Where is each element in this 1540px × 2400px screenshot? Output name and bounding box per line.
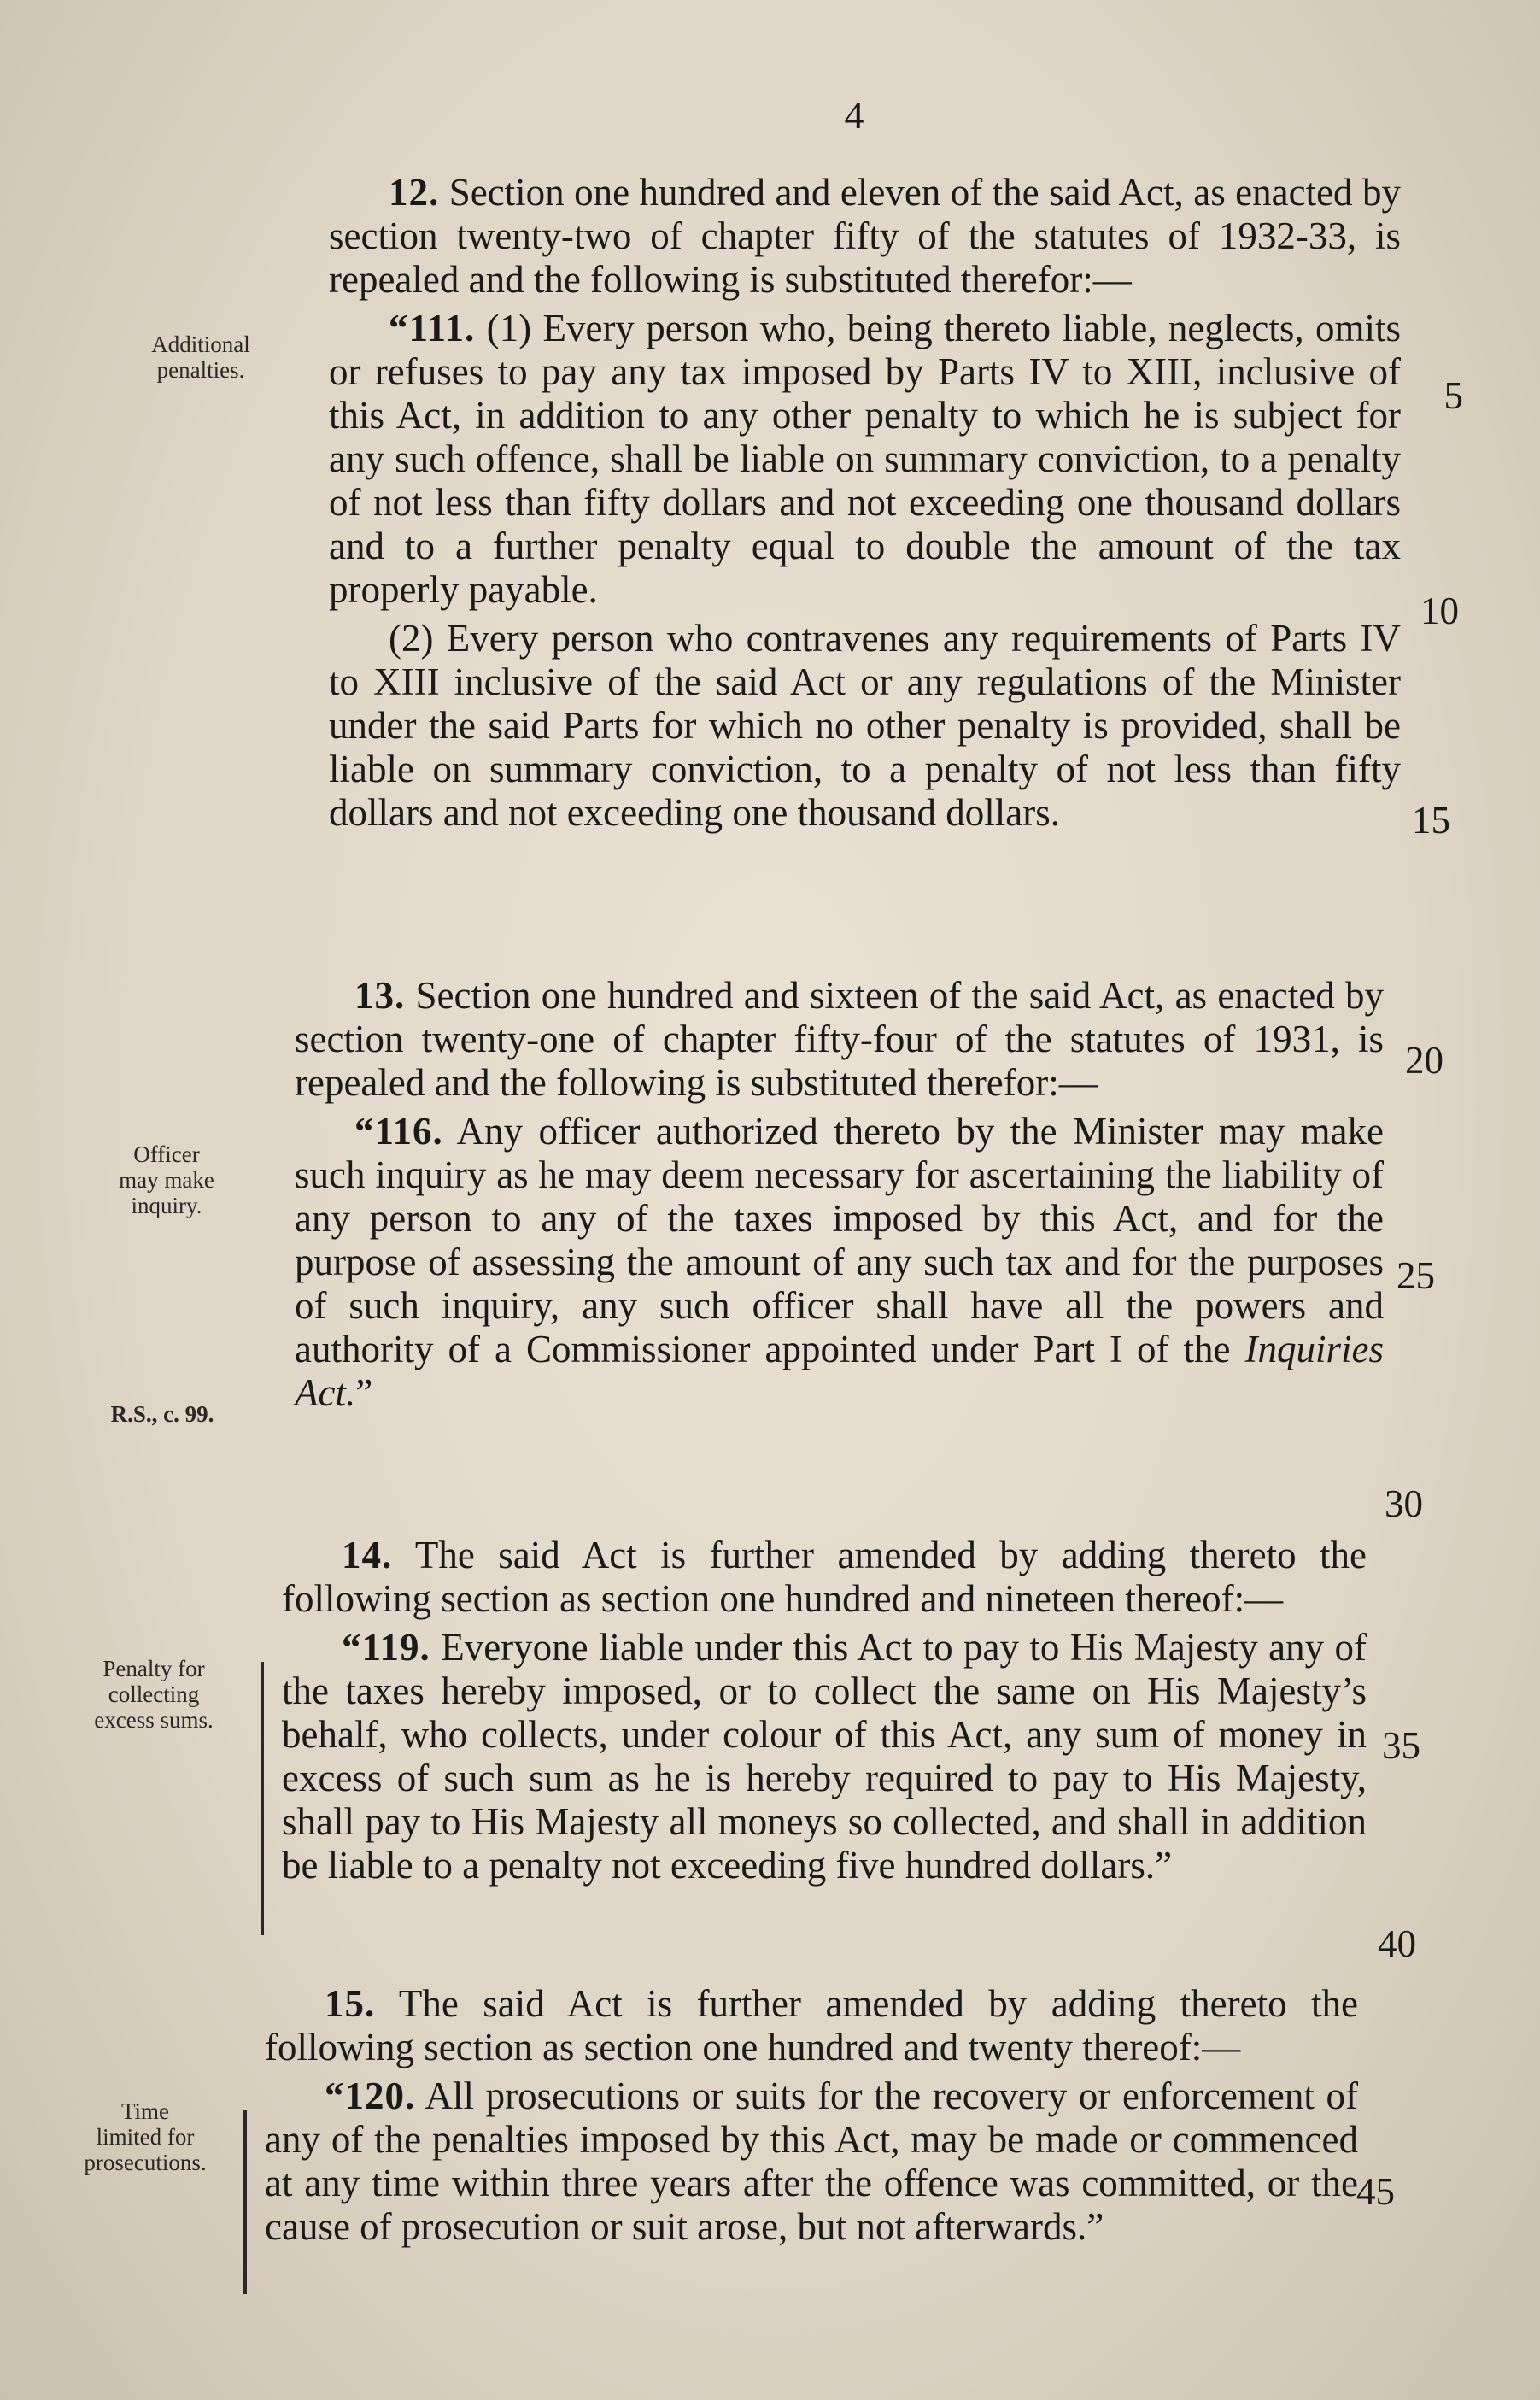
section-text: (1) Every person who, being thereto liable, neglects, omits or refuses to pay any tax imposed by Parts IV to XIII, inclusive of this Act, in addition to any other penalty to which he is subject for any such offence, shall be liable on summary conviction, to a penalty of not less than fifty dollars and not exceeding one thousand dollars and to a further penalty equal to double the amount of the tax properly payable. — [329, 307, 1401, 611]
section-120 — [265, 2074, 1358, 2249]
section-number: 15. — [325, 1982, 376, 2025]
closing-quote: ” — [355, 1371, 373, 1414]
section-number: “120. — [325, 2074, 416, 2117]
margin-note-time-limited — [51, 2098, 239, 2175]
section-111-subsection-2 — [329, 617, 1401, 835]
margin-note-line: excess sums. — [94, 1707, 214, 1733]
margin-note-line: penalties. — [156, 357, 245, 383]
section-number: 12. — [389, 171, 440, 214]
line-number: 35 — [1382, 1724, 1420, 1767]
margin-note-line: limited for — [96, 2124, 195, 2150]
section-number: “111. — [389, 307, 476, 349]
section-text: (2) Every person who contravenes any requirements of Parts IV to XIII inclusive of the said Act or any regulations of the Minister under the said Parts for which no other penalty is provided, shall be liable on summary conviction, to a penalty of not less than fifty dollars and not exceeding one thousand dollars. — [329, 617, 1401, 834]
line-number: 20 — [1405, 1039, 1443, 1082]
margin-note-line: Time — [120, 2098, 170, 2124]
section-15 — [265, 1982, 1358, 2249]
margin-note-line: Penalty for — [102, 1656, 205, 1681]
margin-note-line: Officer — [133, 1141, 200, 1167]
line-number: 25 — [1397, 1254, 1435, 1297]
margin-note-additional-penalties — [120, 332, 282, 383]
section-text: Section one hundred and sixteen of the said Act, as enacted by section twenty-one of chapter fifty-four of the statutes of 1931, is repealed and the following is substituted therefor:— — [295, 974, 1384, 1104]
line-number: 15 — [1412, 799, 1450, 842]
section-14 — [282, 1534, 1367, 1887]
section-13-intro — [295, 974, 1384, 1105]
margin-rule — [261, 1662, 264, 1935]
margin-note-line: R.S., c. 99. — [110, 1401, 214, 1427]
section-number: “119. — [342, 1626, 430, 1669]
line-number: 40 — [1378, 1922, 1416, 1965]
margin-rule — [243, 2110, 247, 2294]
section-12-intro — [329, 171, 1401, 302]
section-number: “116. — [354, 1110, 443, 1153]
section-text: All prosecutions or suits for the recovery or enforcement of any of the penalties imposed by this Act, may be made or commenced at any time within three years after the offence was committed, or the cause of prosecution or suit arose, but not afterwards.” — [265, 2074, 1358, 2248]
section-119 — [282, 1626, 1367, 1887]
margin-note-penalty-collecting — [64, 1656, 243, 1733]
line-number: 5 — [1443, 374, 1463, 417]
line-number: 45 — [1356, 2170, 1395, 2213]
section-text: The said Act is further amended by adding thereto the following section as section one hundred and nineteen thereof:— — [282, 1534, 1367, 1620]
section-text: The said Act is further amended by adding thereto the following section as section one hundred and twenty thereof:— — [265, 1982, 1358, 2068]
section-text: Everyone liable under this Act to pay to His Majesty any of the taxes hereby imposed, or to collect the same on His Majesty’s behalf, who collects, under colour of this Act, any sum of money in excess of such sum as he is hereby required to pay to His Majesty, shall pay to His Majesty all moneys so collected, and shall in addition be liable to a penalty not exceeding five hundred dollars.” — [282, 1626, 1367, 1887]
line-number: 10 — [1420, 590, 1459, 632]
section-text: Any officer authorized thereto by the Minister may make such inquiry as he may deem necessary for ascertaining the liability of any person to any of the taxes imposed by this Act, and for the purpose of assessing the amount of any such tax and for the purposes of such inquiry, any such officer shall have all the powers and authority of a Commissioner appointed under Part I of the — [295, 1110, 1384, 1370]
section-12 — [329, 171, 1401, 835]
act-name: Inquiries Act. — [295, 1328, 1385, 1414]
margin-note-rs-reference — [77, 1401, 248, 1427]
margin-note-line: may make — [119, 1167, 214, 1193]
section-116 — [295, 1110, 1384, 1415]
section-111-subsection-1 — [329, 307, 1401, 612]
margin-note-line: inquiry. — [131, 1193, 202, 1218]
page-number: 4 — [844, 93, 864, 137]
section-14-intro — [282, 1534, 1367, 1621]
margin-note-line: collecting — [108, 1681, 200, 1707]
section-number: 14. — [342, 1534, 393, 1576]
section-text: Section one hundred and eleven of the said Act, as enacted by section twenty-two of chapter fifty of the statutes of 1932-33, is repealed and the following is substituted therefor:— — [329, 171, 1402, 301]
margin-note-officer-inquiry — [85, 1141, 248, 1218]
section-13 — [295, 974, 1384, 1415]
section-number: 13. — [354, 974, 406, 1017]
line-number: 30 — [1385, 1482, 1423, 1525]
section-15-intro — [265, 1982, 1358, 2069]
margin-note-line: prosecutions. — [84, 2150, 207, 2175]
margin-note-line: Additional — [151, 332, 250, 357]
